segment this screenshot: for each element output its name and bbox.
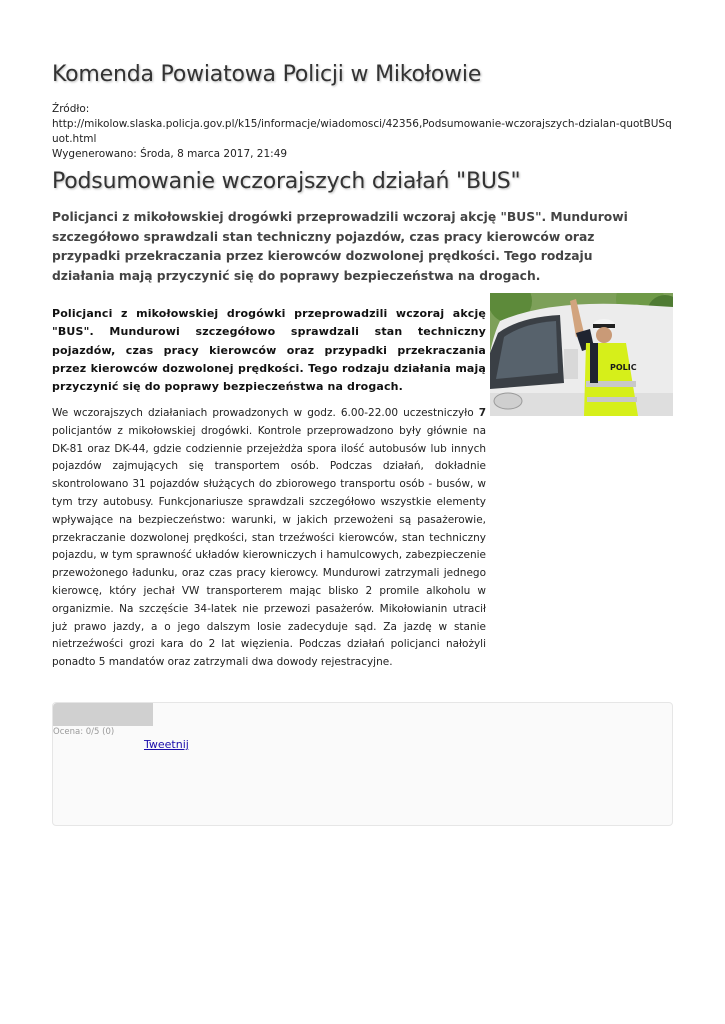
article-photo — [490, 293, 673, 416]
article-intro: Policjanci z mikołowskiej drogówki przeprowadzili wczoraj akcję "BUS". Mundurowi szczegółowo sprawdzali stan techniczny pojazdów, czas pracy kierowców oraz przypadki przekraczania przez kierowców dozwolonej prędkości. Tego rodzaju działania mają przyczynić się do poprawy bezpieczeństwa na drogach. — [52, 307, 486, 394]
rating-stars[interactable] — [53, 703, 153, 726]
body-text-part1: We wczorajszych działaniach prowadzonych w godz. 6.00-22.00 uczestniczyło — [52, 407, 479, 419]
source-url: http://mikolow.slaska.policja.gov.pl/k15/informacje/wiadomosci/42356,Podsumowanie-wczorajszych-dzialan-quotBUSquot.html — [52, 118, 672, 145]
article-lead: Policjanci z mikołowskiej drogówki przeprowadzili wczoraj akcję "BUS". Mundurowi szczegółowo sprawdzali stan techniczny pojazdów, czas pracy kierowców oraz przypadki przekraczania przez kierowców dozwolonej prędkości. Tego rodzaju działania mają przyczynić się do poprawy bezpieczeństwa na drogach. — [52, 210, 628, 283]
source-label: Źródło: — [52, 103, 90, 115]
tweet-link[interactable]: Tweetnij — [144, 738, 189, 751]
article-body — [52, 405, 486, 672]
body-officer-count: 7 — [478, 407, 486, 419]
site-title: Komenda Powiatowa Policji w Mikołowie — [52, 62, 482, 87]
vest-text: POLIC — [610, 363, 637, 372]
police-officer-photo — [490, 293, 673, 416]
source-meta — [52, 102, 672, 162]
rating-text: Ocena: 0/5 (0) — [53, 727, 115, 737]
article-title: Podsumowanie wczorajszych działań "BUS" — [52, 169, 521, 194]
generated-date: Wygenerowano: Środa, 8 marca 2017, 21:49 — [52, 148, 288, 160]
body-text-part2: policjantów z mikołowskiej drogówki. Kontrole przeprowadzono były głównie na DK-81 oraz DK-44, gdzie codziennie przejeżdża spora ilość autobusów lub innych pojazdów zajmujących się transportem osób. Podczas działań, dokładnie skontrolowano 31 pojazdów służących do zbiorowego transportu osób - busów, w tym trzy autobusy. Funkcjonariusze sprawdzali szczegółowo wszystkie elementy wpływające na bezpieczeństwo: warunki, w jakich przewożeni są pasażerowie, przekraczanie dozwolonej prędkości, stan trzeźwości kierowców, stan techniczny pojazdu, w tym sprawność układów kierowniczych i hamulcowych, zabezpieczenie przewożonego ładunku, oraz czas pracy kierowcy. Mundurowi zatrzymali jednego kierowcę, który jechał VW transporterem mając blisko 2 promile alkoholu w organizmie. Na szczęście 34-latek nie przewozi pasażerów. Mikołowianin utracił już prawo jazdy, a o jego dalszym losie zadecyduje sąd. Za jazdę w stanie nietrzeźwości grozi kara do 2 lat więzienia. Podczas działań policjanci nałożyli ponadto 5 mandatów oraz zatrzymali dwa dowody rejestracyjne. — [52, 424, 486, 669]
share-panel — [52, 702, 673, 826]
